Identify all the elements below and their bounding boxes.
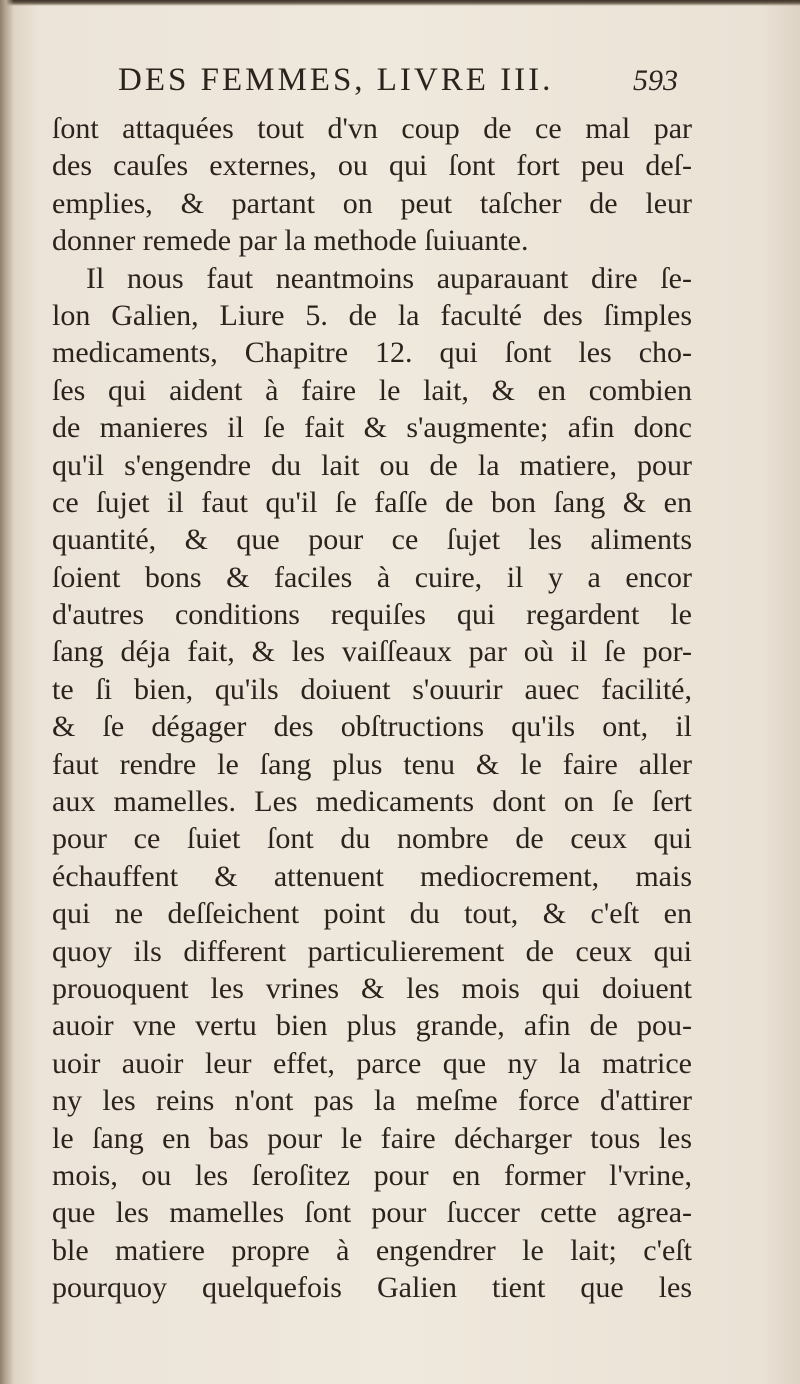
text-line: le ſang en bas pour le faire décharger tous les [52,1121,692,1155]
text-line: faut rendre le ſang plus tenu & le faire aller [52,747,692,781]
text-line: ſoient bons & faciles à cuire, il y a encor [52,560,692,594]
text-line: ſont attaquées tout d'vn coup de ce mal par [52,112,692,145]
text-line: medicaments, Chapitre 12. qui ſont les cho- [52,336,692,370]
text-line: emplies, & partant on peut taſcher de leur [52,186,692,220]
text-line: échauffent & attenuent mediocrement, mais [52,859,692,893]
text-line: mois, ou les ſeroſitez pour en former l'vrine, [52,1158,692,1192]
text-line: auoir vne vertu bien plus grande, afin de pou- [52,1009,692,1043]
text-line: ſang déja fait, & les vaiſſeaux par où il ſe por- [52,635,692,669]
text-line: que les mamelles ſont pour ſuccer cette agrea- [52,1196,692,1230]
text-line: qu'il s'engendre du lait ou de la matiere, pour [52,448,692,482]
text-line: Il nous faut neantmoins auparauant dire ſe- [86,261,692,295]
text-line: quoy ils different particulierement de ceux qui [52,934,692,968]
text-line: donner remede par la methode ſuiuante. [52,224,529,258]
text-line: uoir auoir leur effet, parce que ny la matrice [52,1046,692,1080]
text-line: qui ne deſſeichent point du tout, & c'eſt en [52,897,692,931]
text-line: pourquoy quelquefois Galien tient que les [52,1271,692,1305]
text-line: ny les reins n'ont pas la meſme force d'attirer [52,1084,692,1118]
text-line: prouoquent les vrines & les mois qui doiuent [52,971,692,1005]
body-text [52,110,692,1307]
running-head-title: DES FEMMES, LIVRE III. [118,62,554,98]
text-line: de manieres il ſe fait & s'augmente; afin donc [52,411,692,445]
text-line: aux mamelles. Les medicaments dont on ſe ſert [52,785,692,819]
text-line: pour ce ſuiet ſont du nombre de ceux qui [52,822,692,856]
text-line: d'autres conditions requiſes qui regardent le [52,598,692,632]
text-line: & ſe dégager des obſtructions qu'ils ont, il [52,710,692,744]
gutter-shadow [0,0,14,1384]
page-number: 593 [633,64,678,97]
text-line: ble matiere propre à engendrer le lait; c'eſt [52,1233,692,1267]
text-line: ce ſujet il faut qu'il ſe faſſe de bon ſang & en [52,485,692,519]
running-head [118,62,678,106]
text-line: lon Galien, Liure 5. de la faculté des ſimples [52,298,692,332]
text-line: des cauſes externes, ou qui ſont fort peu deſ- [52,149,692,183]
text-line: ſes qui aident à faire le lait, & en combien [52,373,692,407]
text-line: te ſi bien, qu'ils doiuent s'ouurir auec facilité, [52,672,692,706]
text-line: quantité, & que pour ce ſujet les aliments [52,523,692,557]
page-top-edge [0,0,800,6]
